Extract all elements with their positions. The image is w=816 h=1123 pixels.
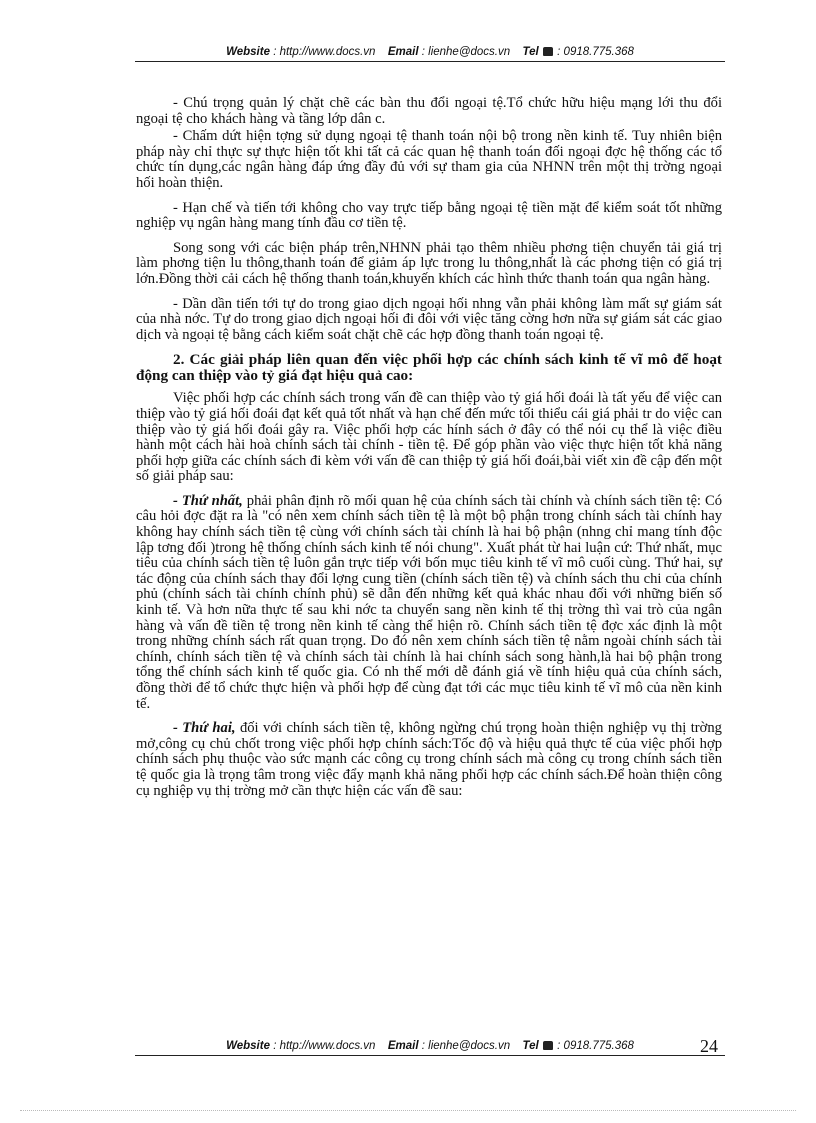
header-website-link[interactable]: : http://www.docs.vn xyxy=(273,46,376,58)
footer-tel-label: Tel xyxy=(522,1040,539,1052)
paragraph-6: Việc phối hợp các chính sách trong vấn đề can thiệp vào tỷ giá hối đoái là tất yếu để việc can thiệp vào tỷ giá hối đoái đạt kết quả tốt nhất và hạn chế đến mức tối thiểu cái giá phải tr do việc can thiệp vào tỷ giá hối đoái gây ra. Việc phối hợp các hính sách ở đây có thể nói cụ thể là việc điều hành một cách hài hoà chính sách tài chính - tiền tệ. Để góp phần vào việc thực hiện tốt khả năng phối hợp giữa các chính sách đi kèm với vấn đề can thiệp tỷ giá hối đoái,bài viết xin đề cập đến một số giải pháp sau: xyxy=(136,390,722,485)
footer-website-link[interactable]: : http://www.docs.vn xyxy=(273,1040,376,1052)
paragraph-8-lead: - Thứ hai, xyxy=(173,720,236,737)
paragraph-8-text: đối với chính sách tiền tệ, không ngừng chú trọng hoàn thiện nghiệp vụ thị trờng mở,công cụ chủ chốt trong việc phối hợp chính sách:Tốc độ và hiệu quả thực tế của việc phối hợp chính sách phụ thuộc vào sức mạnh các công cụ trong chính sách mà công cụ trong chính sách tiền tệ quốc gia là trọng tâm trong việc đẩy mạnh khả năng phối hợp các chính sách.Để hoàn thiện công cụ nghiệp vụ thị trờng mở cần thực hiện các vấn đề sau: xyxy=(136,720,722,799)
footer-website-label: Website xyxy=(226,1040,270,1052)
paragraph-2: - Chấm dứt hiện tợng sử dụng ngoại tệ thanh toán nội bộ trong nền kinh tế. Tuy nhiên biện pháp này chỉ thực sự thực hiện tốt khi tất cả các quan hệ thanh toán đối ngoại đợc hệ thống các tổ chức tín dụng,các ngân hàng đáp ứng đầy đủ với sự tham gia của NHNN trên một thị trờng ngoại hối hoàn thiện. xyxy=(136,128,722,191)
page-header xyxy=(135,46,725,62)
section-heading: 2. Các giải pháp liên quan đến việc phối hợp các chính sách kinh tế vĩ mô để hoạt động can thiệp vào tỷ giá đạt hiệu quả cao: xyxy=(136,351,722,385)
paragraph-4: Song song với các biện pháp trên,NHNN phải tạo thêm nhiều phơng tiện chuyển tải giá trị làm phơng tiện lu thông,thanh toán để giảm áp lực trong lu thông,nhất là các phơng tiện có giá trị lớn.Đồng thời cải cách hệ thống thanh toán,khuyến khích các hình thức thanh toán qua ngân hàng. xyxy=(136,239,722,287)
phone-icon xyxy=(543,47,553,56)
footer-email-link[interactable]: : lienhe@docs.vn xyxy=(421,1040,511,1052)
paragraph-3: - Hạn chế và tiến tới không cho vay trực tiếp bằng ngoại tệ tiền mặt để kiểm soát tốt những nghiệp vụ ngân hàng mang tính đầu cơ tiền tệ. xyxy=(136,199,722,232)
page-footer xyxy=(135,1040,725,1056)
paragraph-7 xyxy=(136,494,722,712)
paragraph-7-text: phải phân định rõ mối quan hệ của chính sách tài chính và chính sách tiền tệ: Có câu hỏi đợc đặt ra là "có nên xem chính sách tiền tệ là một bộ phận trong chính sách tài chính hay không hay chính sách tiền tệ cùng với chính sách tài chính là hai bộ phận (nhng chỉ mang tính độc lập tơng đối )trong hệ thống chính sách kinh tế nói chung". Xuất phát từ hai luận cứ: Thứ nhất, mục tiêu của chính sách tiền tệ luôn gắn trực tiếp với bốn mục tiêu kinh tế vĩ mô cuối cùng. Thứ hai, sự tác động của chính sách thay đổi lợng cung tiền (chính sách tiền tệ) và chính sách thu chi của chính phủ (chính sách tài chính chính phủ) sẽ dẫn đến những kết quả khác nhau đối với những biến số kinh tế. Và hơn nữa thực tế sau khi nớc ta chuyển sang nền kinh tế thị trờng thì vai trò của ngân hàng và vấn đề tiền tệ trong nền kinh tế càng thể hiện rõ. Chính sách tiền tệ đợc xác định là một trong những chính sách rất quan trọng. Do đó nên xem chính sách tiền tệ nằm ngoài chính sách tài chính, chính sách tiền tệ và chính sách tài chính là hai chính sách song hành,là hai bộ phận trong tổng thể chính sách kinh tế quốc gia. Có nh thế mới dễ đánh giá về tính hiệu quả của chính sách, đồng thời để tổ chức thực hiện và phối hợp để cùng đạt tới các mục tiêu kinh tế vĩ mô của nền kinh tế. xyxy=(136,492,722,712)
page-number: 24 xyxy=(700,1036,718,1056)
header-email-link[interactable]: : lienhe@docs.vn xyxy=(421,46,511,58)
paragraph-7-lead: - Thứ nhất, xyxy=(173,492,243,509)
paragraph-8 xyxy=(136,721,722,799)
document-body xyxy=(136,96,722,808)
header-tel-value: : 0918.775.368 xyxy=(557,46,634,58)
footer-email-label: Email xyxy=(387,1040,419,1052)
footer-tel-value: : 0918.775.368 xyxy=(557,1040,634,1052)
header-email-label: Email xyxy=(387,46,419,58)
header-tel-label: Tel xyxy=(522,46,539,58)
phone-icon xyxy=(543,1041,553,1050)
paragraph-5: - Dần dần tiến tới tự do trong giao dịch ngoại hối nhng vẫn phải không làm mất sự giám sát của nhà nớc. Tự do trong giao dịch ngoại hối đi đôi với việc tăng cờng hơn nữa sự giám sát các giao dịch và ngoại tệ bằng cách kiểm soát chặt chẽ các hợp đồng thanh toán ngoại tệ. xyxy=(136,295,722,343)
paragraph-1: - Chú trọng quản lý chặt chẽ các bàn thu đổi ngoại tệ.Tổ chức hữu hiệu mạng lới thu đổi ngoại tệ cho khách hàng và tầng lớp dân c. xyxy=(136,95,722,127)
page-edge-divider xyxy=(20,1110,796,1111)
header-website-label: Website xyxy=(226,46,270,58)
